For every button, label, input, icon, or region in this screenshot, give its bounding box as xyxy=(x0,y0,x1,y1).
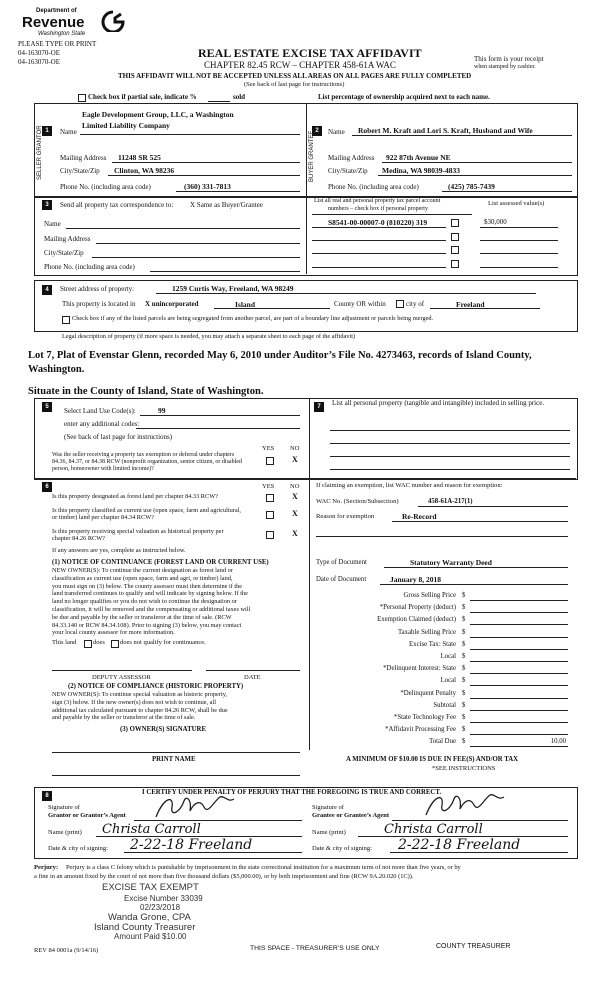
assessed-head: List assessed value(s) xyxy=(488,200,545,207)
historic-question: Is this property receiving special valuation as historical property per chapter 84.26 RCW? xyxy=(52,528,224,542)
notice1_body-line: 84.33.140 or RCW 84.34.108). Prior to signing (3) below, you may contact xyxy=(52,621,242,629)
warning-text: THIS AFFIDAVIT WILL NOT BE ACCEPTED UNLESS ALL AREAS ON ALL PAGES ARE FULLY COMPLETED xyxy=(118,72,472,80)
stamp-date: 02/23/2018 xyxy=(140,903,181,912)
does-not-qualify-checkbox[interactable] xyxy=(111,640,119,648)
street-value[interactable]: 1259 Curtis Way, Freeland, WA 98249 xyxy=(172,284,294,293)
notice-continuance-body xyxy=(52,567,250,637)
partial-sale-checkbox[interactable] xyxy=(78,94,86,102)
doc-type-label: Type of Document xyxy=(316,559,367,566)
perjury-text-1: Perjury is a class C felony which is punishable by imprisonment in the state correctional institution for a maximum term of not more than five years, or by xyxy=(66,864,461,871)
historic-yes-checkbox[interactable] xyxy=(266,531,274,539)
notice1_body-line: your local county assessor for more information. xyxy=(52,629,175,637)
notice2_body-line: and payable by the seller or transferor at the time of sale. xyxy=(52,714,196,722)
doc-date-value[interactable]: January 8, 2018 xyxy=(390,575,442,584)
does-not-label: does not qualify for continuance. xyxy=(120,639,206,646)
tax-row-label: Local xyxy=(440,653,456,660)
sig-grantor-label1: Signature of xyxy=(48,804,80,811)
dollar-sign: $ xyxy=(462,677,466,685)
dollar-sign: $ xyxy=(462,726,466,734)
seller-mail-label: Mailing Address xyxy=(60,154,107,162)
grantee-date-handwritten[interactable]: 2-22-18 Freeland xyxy=(398,837,521,853)
dollar-sign: $ xyxy=(462,604,466,612)
parcel-2-checkbox[interactable] xyxy=(451,233,459,241)
sec3-phone-label: Phone No. (including area code) xyxy=(44,263,135,271)
tax-row-label: Gross Selling Price xyxy=(403,592,456,599)
tax-row-value[interactable]: 10.00 xyxy=(550,738,566,746)
wac-claim-label: If claiming an exemption, list WAC number and reason for exemption: xyxy=(316,482,503,489)
does-qualify-checkbox[interactable] xyxy=(84,640,92,648)
section-3-badge: 3 xyxy=(42,200,52,210)
form-subtitle: CHAPTER 82.45 RCW – CHAPTER 458-61A WAC xyxy=(204,60,396,70)
grantor-name-print-label: Name (print) xyxy=(48,829,82,836)
section-5-badge: 5 xyxy=(42,402,52,412)
dept-label: Department of xyxy=(36,8,77,14)
forest-land-question: Is this property designated as forest land per chapter 84.33 RCW? xyxy=(52,493,218,500)
buyer-city-label: City/State/Zip xyxy=(328,167,368,175)
state-label: Washington State xyxy=(38,31,86,37)
dor-logo-icon xyxy=(100,10,126,32)
notice1_body-line: land no longer qualifies or you do not wish to continue the designation or xyxy=(52,598,237,606)
unincorporated-value[interactable]: X unincorporated xyxy=(145,300,199,308)
sig-grantor-label2: Grantor or Grantor’s Agent xyxy=(48,812,126,819)
sec3-city-label: City/State/Zip xyxy=(44,249,84,257)
tax-row-label: *State Technology Fee xyxy=(393,714,456,721)
dollar-sign: $ xyxy=(462,701,466,709)
buyer-side-label: BUYER GRANTEE xyxy=(309,130,315,182)
dollar-sign: $ xyxy=(462,640,466,648)
certify-text: I CERTIFY UNDER PENALTY OF PERJURY THAT THE FOREGOING IS TRUE AND CORRECT. xyxy=(142,789,442,796)
parcel-head-1: List all real and personal property tax parcel account xyxy=(314,198,441,204)
owner-signature-label: (3) OWNER(S) SIGNATURE xyxy=(120,726,206,733)
parcel-1-personal-checkbox[interactable] xyxy=(451,219,459,227)
tax-row-label: *Personal Property (deduct) xyxy=(379,604,456,612)
doc-date-label: Date of Document xyxy=(316,576,367,583)
if-yes-label: If any answers are yes, complete as instructed below. xyxy=(52,547,186,554)
dollar-sign: $ xyxy=(462,653,466,660)
doc-type-value[interactable]: Statutory Warranty Deed xyxy=(410,558,492,567)
buyer-mail-value[interactable]: 922 87th Avenue NE xyxy=(386,153,451,162)
stamp-excise-number: Excise Number 33039 xyxy=(124,894,203,903)
tax-row-label: Exemption Claimed (deduct) xyxy=(377,616,456,624)
land-use-label: Select Land Use Code(s): xyxy=(64,407,136,415)
seller-phone-label: Phone No. (including area code) xyxy=(60,183,151,191)
notice1_body-line: NEW OWNER(S): To continue the current designation as forest land or xyxy=(52,567,233,574)
wac-value[interactable]: 458-61A-217(1) xyxy=(428,498,473,505)
assessed-1-value[interactable]: $30,000 xyxy=(484,218,507,226)
reason-value[interactable]: Re-Record xyxy=(402,512,437,521)
buyer-phone-label: Phone No. (including area code) xyxy=(328,183,419,191)
sec3-mail-label: Mailing Address xyxy=(44,235,91,243)
parcel-head-2: numbers – check box if personal property xyxy=(328,206,428,212)
form-code-1: 04-163070-OE xyxy=(18,49,60,57)
legal-desc-line2: Washington. xyxy=(28,364,85,375)
exemption-no-answer[interactable]: X xyxy=(292,455,298,464)
seller-name-line2[interactable]: Limited Liability Company xyxy=(82,121,170,130)
grantor-signature[interactable] xyxy=(150,793,240,823)
deputy-assessor-label: DEPUTY ASSESSOR xyxy=(92,674,151,681)
seller-mail-value[interactable]: 11248 SR 525 xyxy=(118,153,161,162)
notice2_body-line: sign (3) below. If the new owner(s) does not wish to continue, all xyxy=(52,698,216,706)
city-value[interactable]: Freeland xyxy=(456,300,485,309)
stamp-amount-paid: Amount Paid $10.00 xyxy=(114,932,187,941)
notice1_body-line: land transferred continues to qualify and will indicate by signing below. If the xyxy=(52,590,248,598)
seller-name-line1[interactable]: Eagle Development Group, LLC, a Washington xyxy=(82,110,234,119)
sig-grantee-label1: Signature of xyxy=(312,804,344,811)
notice-compliance-body xyxy=(52,691,228,722)
yes-head-6: YES xyxy=(262,483,275,490)
form-code-2: 04-163070-OE xyxy=(18,58,60,66)
notice2_body-line: additional tax calculated pursuant to chapter 84.26 RCW, shall be due xyxy=(52,706,228,714)
receipt-text-2: when stamped by cashier. xyxy=(474,64,536,70)
seller-phone-value[interactable]: (360) 331-7813 xyxy=(184,182,231,191)
tax-row-label: Excise Tax: State xyxy=(409,640,456,648)
partial-sale-label: Check box if partial sale, indicate % xyxy=(88,93,197,101)
buyer-mail-label: Mailing Address xyxy=(328,154,375,162)
grantor-date-handwritten[interactable]: 2-22-18 Freeland xyxy=(130,837,253,853)
grantor-date-city-label: Date & city of signing: xyxy=(48,845,108,852)
notice1_body-line: you must sign on (3) below. The county assessor must then determine if the xyxy=(52,582,243,590)
grantee-name-handwritten[interactable]: Christa Carroll xyxy=(384,822,483,837)
notice-compliance-title: (2) NOTICE OF COMPLIANCE (HISTORIC PROPERTY) xyxy=(68,683,244,690)
list-percentage-label: List percentage of ownership acquired next to each name. xyxy=(318,93,490,101)
within-city-checkbox[interactable] xyxy=(396,300,404,308)
sec3-name-label: Name xyxy=(44,220,61,228)
seller-name-label: Name xyxy=(60,128,77,136)
personal-property-label: List all personal property (tangible and intangible) included in selling price. xyxy=(332,399,545,407)
section-6-badge: 6 xyxy=(42,482,52,492)
treasurer-use-label: THIS SPACE - TREASURER’S USE ONLY xyxy=(250,945,380,952)
parcel-3-checkbox[interactable] xyxy=(451,246,459,254)
see-back: (See back of last page for instructions) xyxy=(244,81,345,88)
tax-row-label: Total Due xyxy=(429,738,456,746)
tax-row-label: *Delinquent Interest: State xyxy=(383,665,456,673)
stamp-treasurer-title: Island County Treasurer xyxy=(94,922,196,933)
minimum-due-text: A MINIMUM OF $10.00 IS DUE IN FEE(S) AND/OR TAX xyxy=(346,756,519,763)
grantee-date-city-label: Date & city of signing: xyxy=(312,845,372,852)
dollar-sign: $ xyxy=(462,665,466,673)
exemption-yes-checkbox[interactable] xyxy=(266,457,274,465)
dollar-sign: $ xyxy=(462,689,466,697)
section-4-badge: 4 xyxy=(42,285,52,295)
grantee-signature[interactable] xyxy=(420,791,510,821)
no-head-5: NO xyxy=(290,445,300,452)
notice-continuance-title: (1) NOTICE OF CONTINUANCE (FOREST LAND OR CURRENT USE) xyxy=(52,559,269,566)
dollar-sign: $ xyxy=(462,616,466,624)
see-back-sec5: (See back of last page for instructions) xyxy=(64,433,173,441)
historic-no-answer[interactable]: X xyxy=(292,529,298,538)
dollar-sign: $ xyxy=(462,738,466,746)
forest-no-answer[interactable]: X xyxy=(292,492,298,501)
street-label: Street address of property: xyxy=(60,285,135,293)
perjury-label: Perjury: xyxy=(34,864,59,871)
no-head-6: NO xyxy=(290,483,300,490)
print-name-label: PRINT NAME xyxy=(152,756,196,763)
buyer-name-value[interactable]: Robert M. Kraft and Lori S. Kraft, Husband and Wife xyxy=(358,126,533,135)
tax-row-label: Local xyxy=(440,677,456,685)
wac-label: WAC No. (Section/Subsection) xyxy=(316,498,399,505)
county-treasurer-label: COUNTY TREASURER xyxy=(436,943,511,950)
parcel-4-checkbox[interactable] xyxy=(451,260,459,268)
reason-label: Reason for exemption xyxy=(316,513,375,520)
seller-side-label: SELLER GRANTOR xyxy=(37,125,43,180)
tax-row-label: Taxable Selling Price xyxy=(397,628,456,636)
notice1_body-line: classification as current use (open space, farm and agri, or timber) land, xyxy=(52,574,233,582)
section-2-badge: 2 xyxy=(312,126,322,136)
notice2_body-line: NEW OWNER(S): To continue special valuation as historic property, xyxy=(52,691,228,698)
legal-description-label: Legal description of property (if more space is needed, you may attach a separate sheet to each page of the affidavit) xyxy=(62,333,356,340)
parcel-1-value[interactable]: S8541-00-00007-0 (810220) 319 xyxy=(328,218,428,227)
grantor-name-handwritten[interactable]: Christa Carroll xyxy=(102,822,201,837)
notice1_body-line: classification, it will be removed and the compensating or additional taxes will xyxy=(52,605,251,613)
does-label: does xyxy=(93,639,105,646)
tax-row-label: *Affidavit Processing Fee xyxy=(385,726,456,734)
dollar-sign: $ xyxy=(462,592,466,599)
current-use-no-answer[interactable]: X xyxy=(292,509,298,518)
section-8-badge: 8 xyxy=(42,791,52,801)
dollar-sign: $ xyxy=(462,714,466,721)
forest-yes-checkbox[interactable] xyxy=(266,494,274,502)
send-correspondence-label: Send all property tax correspondence to: xyxy=(60,201,174,209)
current-use-yes-checkbox[interactable] xyxy=(266,511,274,519)
city-of-label: city of xyxy=(406,300,425,308)
sig-grantee-label2: Grantee or Grantee’s Agent xyxy=(312,812,390,819)
buyer-name-label: Name xyxy=(328,128,345,136)
land-use-value[interactable]: 99 xyxy=(158,406,166,415)
county-or-label: County OR within xyxy=(334,300,386,308)
seller-city-label: City/State/Zip xyxy=(60,167,100,175)
section-7-badge: 7 xyxy=(314,402,324,412)
segregated-label: Check box if any of the listed parcels are being segregated from another parcel, are part of a boundary line adjustment or parcels being merged. xyxy=(72,315,434,322)
perjury-text-2: a fine in an amount fixed by the court of not more than five thousand dollars ($5,000.00), or by both imprisonment and fine (RCW 9A.20.020 (1C)). xyxy=(34,873,414,880)
same-as-buyer[interactable]: X Same as Buyer/Grantee xyxy=(190,201,263,209)
tax-row-label: *Delinquent Penalty xyxy=(400,689,456,697)
stamp-exempt: EXCISE TAX EXEMPT xyxy=(102,882,199,893)
please-type: PLEASE TYPE OR PRINT xyxy=(18,40,97,48)
see-instructions-text: *SEE INSTRUCTIONS xyxy=(432,765,496,772)
buyer-city-value[interactable]: Medina, WA 98039-4833 xyxy=(382,166,460,175)
date-label: DATE xyxy=(244,674,261,681)
sold-label: sold xyxy=(233,93,246,101)
current-use-question: Is this property classified as current use (open space, farm and agricultural, or timber) land per chapter 84.34 RCW? xyxy=(52,507,242,521)
grantee-name-print-label: Name (print) xyxy=(312,829,346,836)
section-1-badge: 1 xyxy=(42,126,52,136)
dollar-sign: $ xyxy=(462,628,466,636)
legal-desc-line3: Situate in the County of Island, State of Washington. xyxy=(28,386,264,397)
exemption-question: Was the seller receiving a property tax exemption or deferral under chapters 84.36, 84.37, or 84.38 RCW (nonprofit organization, senior citizen, or disabled person, homeowner with limited income)? xyxy=(52,452,242,472)
rev-code: REV 84 0001a (9/14/16) xyxy=(34,947,99,954)
legal-desc-line1: Lot 7, Plat of Evenstar Glenn, recorded May 6, 2010 under Auditor’s File No. 4273463, records of Island County, xyxy=(28,350,532,361)
located-label: This property is located in xyxy=(62,300,136,308)
buyer-phone-value[interactable]: (425) 785-7439 xyxy=(448,182,495,191)
segregated-checkbox[interactable] xyxy=(62,316,70,324)
tax-row-label: Subtotal xyxy=(433,701,456,709)
form-title: REAL ESTATE EXCISE TAX AFFIDAVIT xyxy=(198,46,422,60)
notice1_body-line: be due and payable by the seller or transferor at the time of sale. (RCW xyxy=(52,613,232,621)
this-land-label: This land xyxy=(52,639,77,646)
stamp-treasurer-name: Wanda Grone, CPA xyxy=(108,912,191,923)
receipt-text-1: This form is your receipt xyxy=(474,55,544,63)
seller-city-value[interactable]: Clinton, WA 98236 xyxy=(114,166,175,175)
yes-head-5: YES xyxy=(262,445,275,452)
county-value[interactable]: Island xyxy=(235,300,256,309)
revenue-logo-text: Revenue xyxy=(22,14,85,31)
additional-codes-label: enter any additional codes: xyxy=(64,420,140,428)
